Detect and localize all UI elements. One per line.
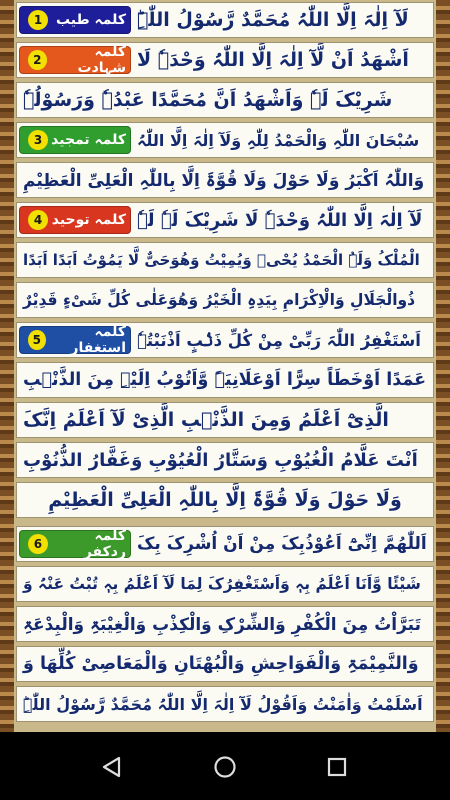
badge-number: 1 [28, 10, 48, 30]
back-icon [101, 756, 123, 778]
badge-label: کلمہ طیب [55, 12, 126, 28]
kalima-badge-4 [19, 206, 131, 234]
line-text: لَآ اِلٰہَ اِلَّا اللّٰہُ وَحْدَہٗ لَا شَرِیْکَ لَہٗ لَہٗ [137, 209, 423, 231]
kalima-badge-6 [19, 530, 131, 558]
kalima-line [16, 362, 434, 398]
line-text: لَآ اِلٰہَ اِلَّا اللّٰہُ مُحَمَّدٌ رَّسُوْلُ اللّٰہِؕ [137, 9, 409, 31]
android-navigation-bar [0, 732, 450, 800]
kalima-line [16, 282, 434, 318]
recents-icon [327, 757, 347, 777]
badge-label: کلمہ تمجید [51, 132, 126, 148]
badge-label: کلمہ توحید [51, 212, 126, 228]
decorative-border-left [0, 0, 14, 732]
decorative-border-right [436, 0, 450, 732]
kalima-badge-5 [19, 326, 131, 354]
badge-number: 6 [28, 534, 48, 554]
line-text: اَنْتَ عَلَّامُ الْغُیُوْبِ وَسَتَّارُ الْعُیُوْبِ وَغَفَّارُ الذُّنُوْبِ [23, 449, 418, 471]
home-icon [213, 755, 237, 779]
kalima-line [16, 566, 434, 602]
badge-number: 4 [28, 210, 48, 230]
kalima-line [16, 526, 434, 562]
kalima-line [16, 82, 434, 118]
recents-button[interactable] [322, 752, 352, 782]
badge-label: کلمہ استغفار [70, 324, 126, 356]
kalima-badge-2 [19, 46, 131, 74]
kalima-badge-1 [19, 6, 131, 34]
kalima-line [16, 482, 434, 518]
badge-number: 5 [28, 330, 46, 350]
badge-number: 3 [28, 130, 48, 150]
kalima-line [16, 606, 434, 642]
kalima-line [16, 322, 434, 358]
line-text: وَالنَّمِیْمَۃِ وَالْفَوَاحِشِ وَالْبُھْتَانِ وَالْمَعَاصِیْ کُلِّھَا وَ [23, 654, 419, 674]
line-text: شَیْئًا وَّاَنَا اَعْلَمُ بِہٖ وَاَسْتَغْفِرُکَ لِمَا لَآ اَعْلَمُ بِہٖ تُبْتُ عَنْہُ وَ [23, 575, 421, 593]
kalima-line [16, 42, 434, 78]
line-text: سُبْحَانَ اللّٰہِ وَالْحَمْدُ لِلّٰہِ وَلَآ اِلٰہَ اِلَّا اللّٰہُ [137, 130, 420, 150]
badge-number: 2 [28, 50, 47, 70]
line-text: شَرِیْکَ لَہٗ وَاَشْھَدُ اَنَّ مُحَمَّدًا عَبْدُہٗ وَرَسُوْلُہٗ [23, 89, 393, 111]
line-text: اَشْھَدُ اَنْ لَّآ اِلٰہَ اِلَّا اللّٰہُ وَحْدَہٗ لَا [137, 49, 409, 71]
badge-label: کلمہ شہادت [77, 44, 126, 76]
kalima-list [14, 0, 436, 732]
badge-label: کلمہ ردکفر [83, 528, 126, 560]
kalima-badge-3 [19, 126, 131, 154]
line-text: تَبَرَّاْتُ مِنَ الْکُفْرِ وَالشِّرْکِ وَالْکِذْبِ وَالْغِیْبَۃِ وَالْبِدْعَۃِ [23, 614, 421, 635]
kalima-line [16, 686, 434, 722]
back-button[interactable] [97, 752, 127, 782]
line-text: وَاللّٰہُ اَکْبَرُ وَلَا حَوْلَ وَلَا قُوَّۃَ اِلَّا بِاللّٰہِ الْعَلِیِّ الْعَظِیْمِ [23, 170, 425, 191]
kalima-line [16, 646, 434, 682]
kalima-line [16, 442, 434, 478]
line-text: وَلَا حَوْلَ وَلَا قُوَّۃَ اِلَّا بِاللّٰہِ الْعَلِیِّ الْعَظِیْمِ [48, 489, 402, 511]
line-text: اَسْلَمْتُ وَاٰمَنْتُ وَاَقُوْلُ لَآ اِلٰہَ اِلَّا اللّٰہُ مُحَمَّدٌ رَّسُوْلُ اللّٰہِؕ [23, 694, 423, 714]
kalima-line [16, 202, 434, 238]
line-text: ذُوالْجَلَالِ وَالْاِکْرَامِ بِیَدِہِ الْخَیْرُ وَھُوَعَلٰی کُلِّ شَیْءٍ قَدِیْرٌ [23, 291, 416, 309]
kalima-line [16, 162, 434, 198]
home-button[interactable] [210, 752, 240, 782]
line-text: عَمَدًا اَوْخَطَاً سِرًّا اَوْعَلَانِیَۃً وَّاَتُوْبُ اِلَیْہِ مِنَ الذَّنْۢبِ [23, 370, 427, 390]
line-text: الَّذِیْٓ اَعْلَمُ وَمِنَ الذَّنْۢبِ الَّذِیْ لَآ اَعْلَمُ اِنَّکَ [23, 409, 389, 431]
kalima-line [16, 2, 434, 38]
kalima-line [16, 402, 434, 438]
line-text: اَللّٰھُمَّ اِنِّیْٓ اَعُوْذُبِکَ مِنْ اَنْ اُشْرِکَ بِکَ [137, 534, 427, 554]
line-text: اَسْتَغْفِرُ اللّٰہَ رَبِّیْ مِنْ کُلِّ ذَنْۢبٍ اَذْنَبْتُہٗ [137, 330, 421, 350]
kalima-line [16, 242, 434, 278]
kalima-line [16, 122, 434, 158]
line-text: الْمُلْکُ وَلَہُ الْحَمْدُ یُحْیٖ وَیُمِیْتُ وَھُوَحَیٌّ لَّا یَمُوْتُ اَبَدًا اَبَدًا [23, 251, 420, 269]
